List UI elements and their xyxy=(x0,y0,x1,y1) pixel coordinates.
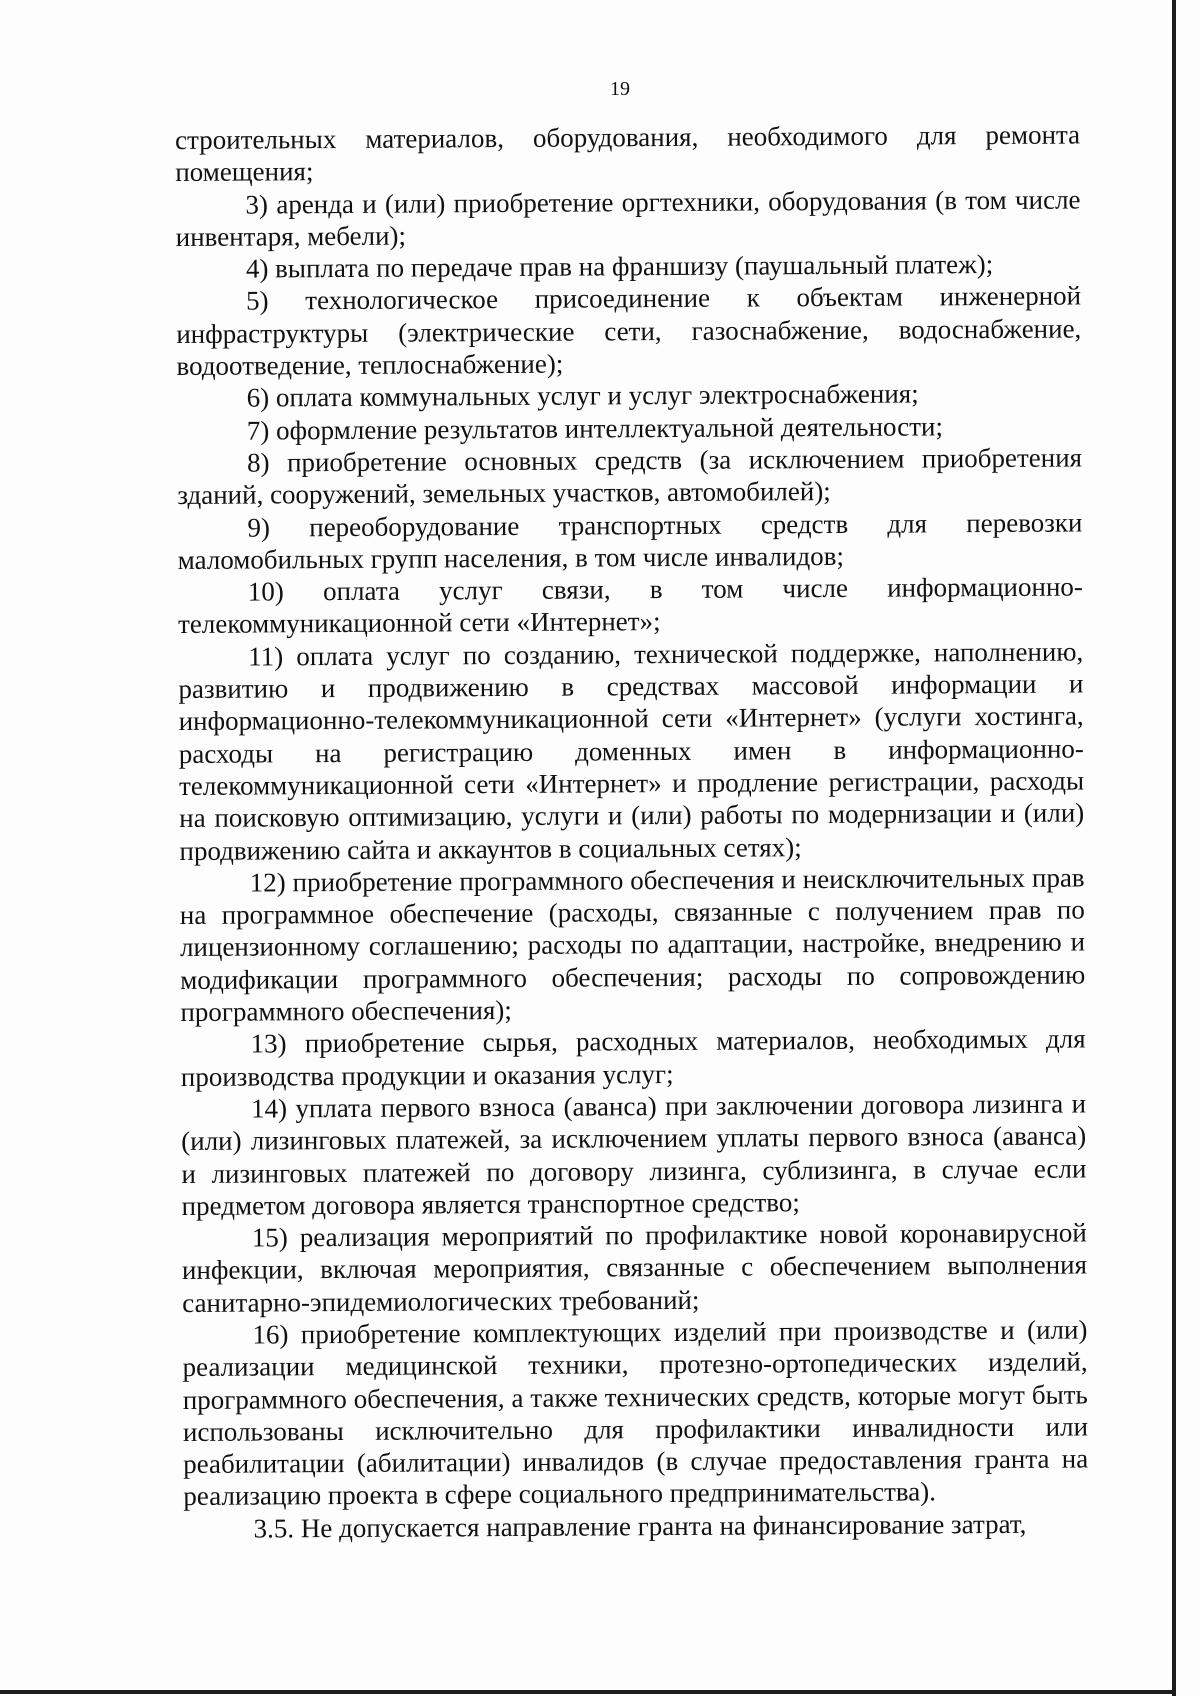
list-item-6: 6) оплата коммунальных услуг и услуг электроснабжения; xyxy=(246,378,919,413)
section-3-5: 3.5. Не допускается направление гранта на финансирование затрат, xyxy=(253,1508,1027,1544)
list-item-11: 11) оплата услуг по созданию, технической поддержке, наполнению, развитию и продвижению в средствах массовой информации и информационно-телекоммуникационной сети «Интернет» (услуги хостинга, расходы на регистрацию доменных имен в информационно-телекоммуникационной сети «Интернет» и продление регистрации, расходы на поисковую оптимизацию, услуги и (или) работы по модернизации и (или) продвижению сайта и аккаунтов в социальных сетях); xyxy=(178,636,1085,866)
page-number: 19 xyxy=(610,78,630,100)
list-item-16: 16) приобретение комплектующих изделий при производстве и (или) реализации медицинской техники, протезно-ортопедических изделий, программного обеспечения, а также технических средств, которые могут быть использованы исключительно для профилактики инвалидности или реабилитации (абилитации) инвалидов (в случае предоставления гранта на реализацию проекта в сфере социального предпринимательства). xyxy=(182,1314,1089,1512)
list-item-8: 8) приобретение основных средств (за исключением приобретения зданий, сооружений, земельных участков, автомобилей); xyxy=(177,442,1083,511)
list-item-4: 4) выплата по передаче прав на франшизу (паушальный платеж); xyxy=(245,249,994,284)
scan-edge-right xyxy=(1172,0,1176,1696)
list-item-7: 7) оформление результатов интеллектуальной деятельности; xyxy=(246,410,943,446)
list-item-10: 10) оплата услуг связи, в том числе информационно-телекоммуникационной сети «Интернет»; xyxy=(177,571,1083,640)
list-item-13: 13) приобретение сырья, расходных материалов, необходимых для производства продукции и оказания услуг; xyxy=(180,1023,1086,1092)
list-item-12: 12) приобретение программного обеспечения и неисключительных прав на программное обеспечение (расходы, связанные с получением прав по лицензионному соглашению; расходы по адаптации, настройке, внедрению и модификации программного обеспечения; расходы по сопровождению программного обеспечения); xyxy=(179,862,1086,1027)
document-text-body xyxy=(175,118,1089,1545)
list-item-14: 14) уплата первого взноса (аванса) при заключении договора лизинга и (или) лизинговых платежей, за исключением уплаты первого взноса (аванса) и лизинговых платежей по договору лизинга, сублизинга, в случае если предметом договора является транспортное средство; xyxy=(181,1088,1087,1221)
list-item-15: 15) реализация мероприятий по профилактике новой коронавирусной инфекции, включая мероприятия, связанные с обеспечением выполнения санитарно-эпидемиологических требований; xyxy=(181,1217,1088,1318)
list-item-9: 9) переоборудование транспортных средств для перевозки маломобильных групп населения, в том числе инвалидов; xyxy=(177,507,1083,575)
scan-edge-bottom xyxy=(0,1690,1176,1694)
list-item-5: 5) технологическое присоединение к объектам инженерной инфраструктуры (электрические сети, газоснабжение, водоснабжение, водоотведение, теплоснабжение); xyxy=(176,280,1082,382)
paragraph-continuation: строительных материалов, оборудования, необходимого для ремонта помещения; xyxy=(175,119,1081,188)
list-item-3: 3) аренда и (или) приобретение оргтехники, оборудования (в том числе инвентаря, мебели); xyxy=(175,184,1081,252)
